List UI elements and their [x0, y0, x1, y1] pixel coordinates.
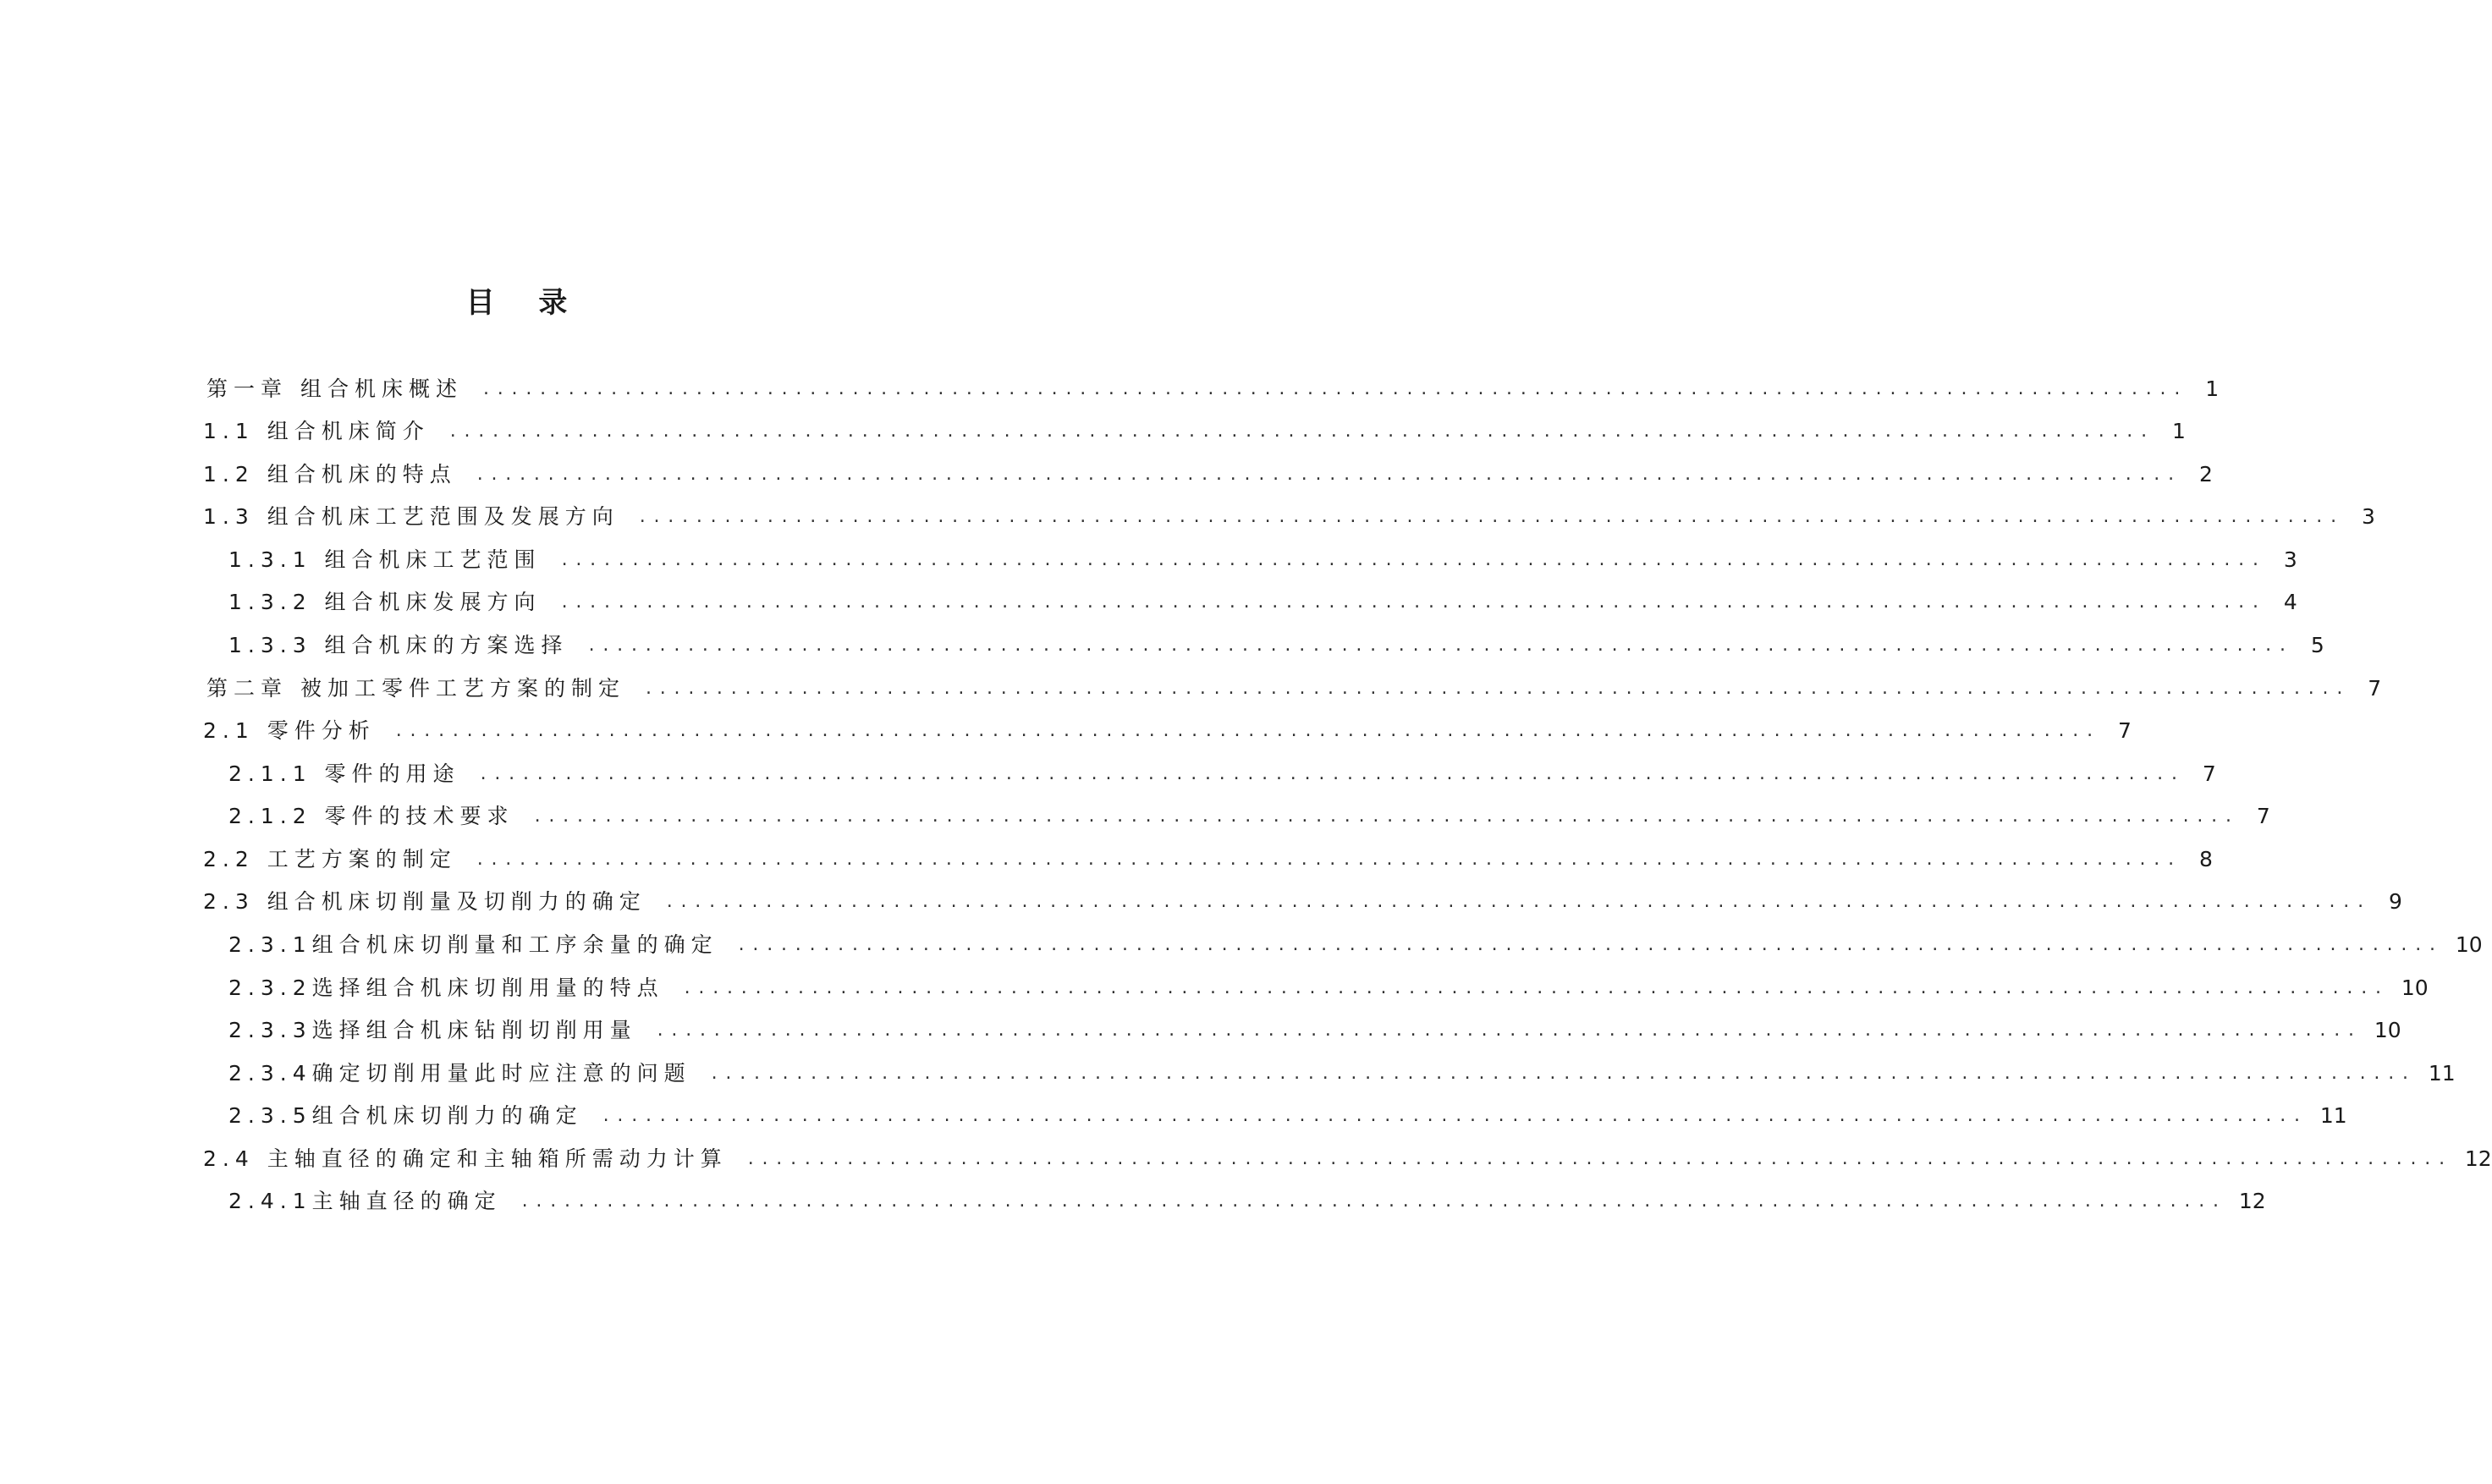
toc-page-number: 9: [2389, 889, 2402, 914]
toc-leader-dots: ........................................................................................................................: [657, 1020, 2363, 1041]
toc-leader-dots: ........................................................................................................................: [521, 1190, 2227, 1212]
toc-entry[interactable]: [228, 971, 2429, 1005]
toc-entry-label: 2.3.2选择组合机床切削用量的特点: [228, 976, 664, 1000]
toc-page-number: 7: [2256, 804, 2270, 828]
toc-leader-dots: ........................................................................................................................: [476, 849, 2182, 870]
toc-page-number: 7: [2202, 761, 2216, 786]
toc-leader-dots: ........................................................................................................................: [561, 549, 2267, 570]
toc-page-number: 7: [2368, 676, 2382, 701]
toc-entry-label: 2.3.4确定切削用量此时应注意的问题: [228, 1061, 691, 1086]
toc-entry-label: 1.3.2 组合机床发展方向: [228, 590, 542, 614]
toc-entry-label: 2.3.5组合机床切削力的确定: [228, 1103, 583, 1128]
toc-page-number: 7: [2118, 718, 2132, 743]
toc-leader-dots: ........................................................................................................................: [476, 464, 2182, 485]
toc-leader-dots: ........................................................................................................................: [684, 977, 2390, 998]
toc-leader-dots: ........................................................................................................................: [588, 635, 2294, 656]
toc-entry-label: 1.3.3 组合机床的方案选择: [228, 633, 569, 657]
toc-entry-label: 2.4 主轴直径的确定和主轴箱所需动力计算: [203, 1146, 728, 1171]
toc-leader-dots: ........................................................................................................................: [645, 678, 2352, 699]
toc-entry-label: 2.1.2 零件的技术要求: [228, 804, 514, 828]
toc-entry-label: 2.2 工艺方案的制定: [203, 847, 457, 871]
toc-entry[interactable]: [228, 800, 2270, 833]
toc-entry[interactable]: [228, 928, 2483, 962]
toc-entry-label: 2.1.1 零件的用途: [228, 761, 460, 786]
toc-entry-label: 1.3 组合机床工艺范围及发展方向: [203, 504, 619, 529]
toc-page-number: 2: [2199, 462, 2213, 486]
toc-entry-label: 2.3.1组合机床切削量和工序余量的确定: [228, 932, 718, 957]
toc-entry[interactable]: [203, 458, 2213, 492]
toc-page-number: 12: [2464, 1146, 2492, 1171]
toc-page-number: 3: [2283, 547, 2297, 572]
toc-entry[interactable]: [228, 1014, 2401, 1047]
toc-leader-dots: ........................................................................................................................: [482, 378, 2189, 399]
toc-page-number: 11: [2319, 1103, 2347, 1128]
toc-entry[interactable]: [203, 885, 2402, 919]
toc-leader-dots: ........................................................................................................................: [747, 1148, 2453, 1169]
toc-leader-dots: ........................................................................................................................: [480, 763, 2186, 784]
toc-title: 目 录: [465, 286, 585, 320]
toc-entry[interactable]: [228, 1057, 2456, 1091]
toc-entry-label: 2.3 组合机床切削量及切削力的确定: [203, 889, 646, 914]
toc-entry-label: 第二章 被加工零件工艺方案的制定: [206, 676, 625, 701]
toc-page-number: 12: [2238, 1189, 2266, 1213]
toc-entry[interactable]: [228, 629, 2324, 662]
toc-entry-label: 1.1 组合机床简介: [203, 419, 430, 443]
toc-page-number: 11: [2428, 1061, 2456, 1086]
toc-entry-label: 2.1 零件分析: [203, 718, 376, 743]
toc-page-number: 8: [2199, 847, 2213, 871]
toc-entry-label: 1.3.1 组合机床工艺范围: [228, 547, 542, 572]
toc-leader-dots: ........................................................................................................................: [738, 934, 2444, 955]
toc-entry[interactable]: [228, 543, 2297, 577]
toc-entry[interactable]: [203, 843, 2213, 877]
toc-leader-dots: ........................................................................................................................: [449, 420, 2155, 442]
toc-leader-dots: ........................................................................................................................: [666, 891, 2372, 912]
toc-entry[interactable]: [206, 372, 2220, 406]
toc-page-number: 1: [2172, 419, 2186, 443]
toc-leader-dots: ........................................................................................................................: [602, 1105, 2308, 1126]
toc-page-number: 1: [2205, 376, 2220, 401]
toc-entry[interactable]: [203, 500, 2375, 534]
toc-leader-dots: ........................................................................................................................: [561, 591, 2267, 613]
toc-page-number: 10: [2455, 932, 2483, 957]
toc-leader-dots: ........................................................................................................................: [395, 720, 2101, 741]
toc-entry[interactable]: [203, 415, 2186, 448]
toc-entry[interactable]: [228, 757, 2216, 791]
toc-entry-label: 第一章 组合机床概述: [206, 376, 463, 401]
toc-page-number: 3: [2362, 504, 2375, 529]
toc-page-number: 10: [2374, 1018, 2401, 1042]
toc-entry[interactable]: [203, 714, 2132, 748]
toc-entry[interactable]: [228, 585, 2297, 619]
toc-page-number: 5: [2310, 633, 2324, 657]
toc-page-number: 4: [2283, 590, 2297, 614]
toc-leader-dots: ........................................................................................................................: [639, 506, 2345, 527]
toc-leader-dots: ........................................................................................................................: [711, 1063, 2417, 1084]
toc-entry[interactable]: [228, 1099, 2347, 1133]
toc-entry[interactable]: [203, 1142, 2492, 1176]
toc-entry[interactable]: [206, 672, 2382, 706]
toc-entry-label: 1.2 组合机床的特点: [203, 462, 457, 486]
toc-entry-label: 2.3.3选择组合机床钻削切削用量: [228, 1018, 637, 1042]
toc-page-number: 10: [2401, 976, 2429, 1000]
toc-entry-label: 2.4.1主轴直径的确定: [228, 1189, 502, 1213]
toc-leader-dots: ........................................................................................................................: [534, 805, 2240, 827]
toc-entry[interactable]: [228, 1184, 2266, 1218]
